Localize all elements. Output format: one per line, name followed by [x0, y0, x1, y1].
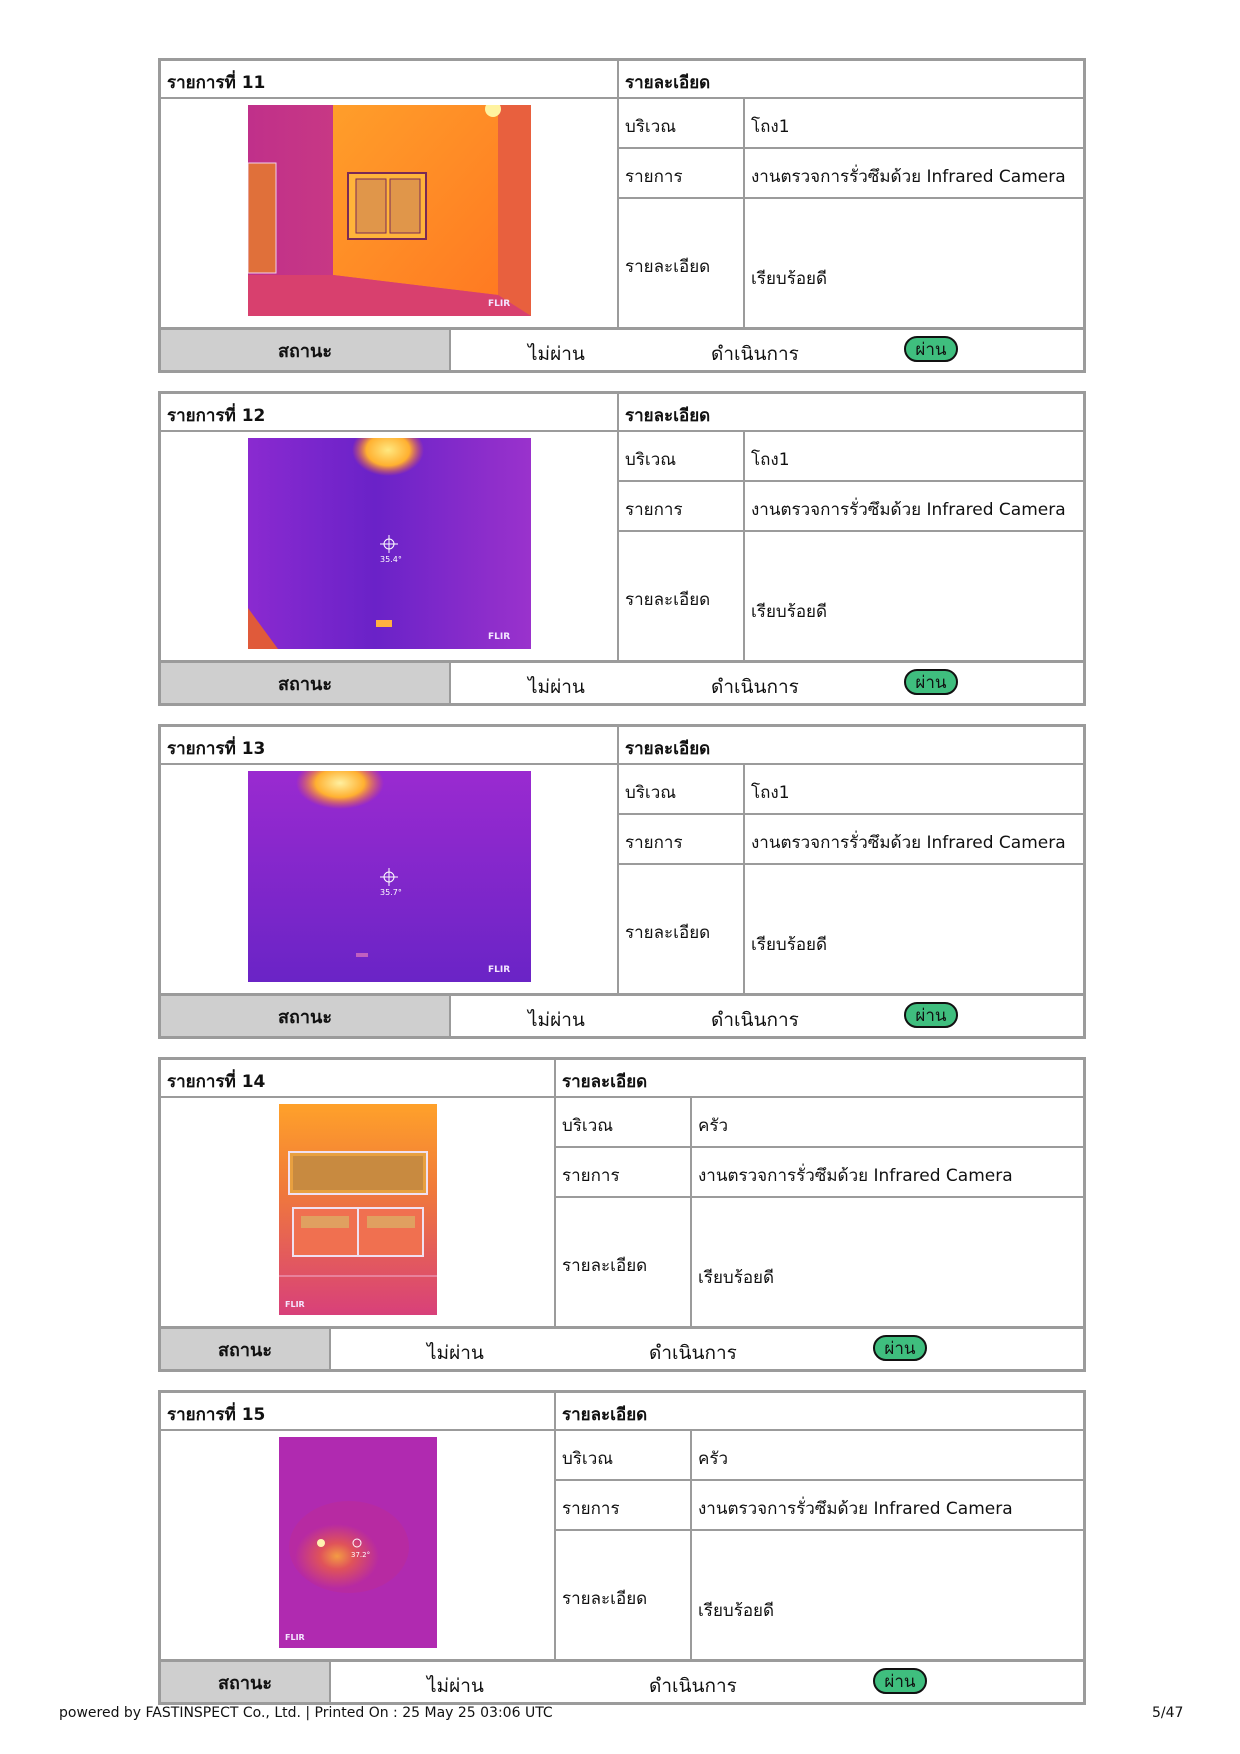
details-label: รายละเอียด: [619, 199, 745, 327]
svg-text:FLIR: FLIR: [487, 299, 510, 309]
svg-text:FLIR: FLIR: [487, 632, 510, 642]
task-label: รายการ: [619, 815, 745, 863]
detail-header: รายละเอียด: [625, 406, 711, 426]
status-option-pass-selected[interactable]: ผ่าน: [904, 1002, 958, 1028]
details-value: เรียบร้อยดี: [751, 935, 828, 955]
item-title: รายการที่ 15: [161, 1393, 556, 1429]
status-option-pass-selected[interactable]: ผ่าน: [873, 1668, 927, 1694]
details-value: เรียบร้อยดี: [698, 1601, 775, 1621]
svg-text:35.7°: 35.7°: [379, 888, 402, 897]
task-value: งานตรวจการรั่วซึมด้วย Infrared Camera: [698, 1499, 1013, 1519]
status-option-pass-selected[interactable]: ผ่าน: [873, 1335, 927, 1361]
inspection-item-13: [158, 724, 1086, 1039]
inspection-item-15: [158, 1390, 1086, 1705]
details-label: รายละเอียด: [556, 1531, 692, 1659]
status-option-in-progress[interactable]: ดำเนินการ: [711, 676, 799, 698]
area-value: ครัว: [698, 1116, 729, 1136]
task-label: รายการ: [619, 482, 745, 530]
svg-text:FLIR: FLIR: [284, 1300, 305, 1309]
details-label: รายละเอียด: [619, 865, 745, 993]
footer-credit: powered by FASTINSPECT Co., Ltd. | Printed On : 25 May 25 03:06 UTC: [59, 1705, 553, 1721]
area-label: บริเวณ: [556, 1098, 692, 1146]
item-title: รายการที่ 12: [161, 394, 619, 430]
item-title: รายการที่ 11: [161, 61, 619, 97]
svg-text:FLIR: FLIR: [284, 1633, 305, 1642]
status-option-in-progress[interactable]: ดำเนินการ: [711, 343, 799, 365]
detail-header: รายละเอียด: [562, 1072, 648, 1092]
status-option-in-progress[interactable]: ดำเนินการ: [649, 1675, 737, 1697]
area-label: บริเวณ: [619, 99, 745, 147]
area-value: ครัว: [698, 1449, 729, 1469]
svg-text:35.4°: 35.4°: [379, 555, 402, 564]
details-value: เรียบร้อยดี: [751, 269, 828, 289]
area-value: โถง1: [751, 117, 790, 137]
item-title: รายการที่ 14: [161, 1060, 556, 1096]
details-label: รายละเอียด: [619, 532, 745, 660]
thermal-image[interactable]: [248, 105, 531, 316]
area-label: บริเวณ: [619, 765, 745, 813]
page-number: 5/47: [1152, 1705, 1184, 1721]
status-option-fail[interactable]: ไม่ผ่าน: [528, 676, 585, 698]
status-option-pass-selected[interactable]: ผ่าน: [904, 336, 958, 362]
inspection-item-14: [158, 1057, 1086, 1372]
details-value: เรียบร้อยดี: [751, 602, 828, 622]
area-value: โถง1: [751, 450, 790, 470]
status-option-in-progress[interactable]: ดำเนินการ: [711, 1009, 799, 1031]
status-label: สถานะ: [161, 996, 451, 1036]
status-option-pass-selected[interactable]: ผ่าน: [904, 669, 958, 695]
status-option-fail[interactable]: ไม่ผ่าน: [427, 1675, 484, 1697]
status-option-fail[interactable]: ไม่ผ่าน: [528, 1009, 585, 1031]
status-option-fail[interactable]: ไม่ผ่าน: [528, 343, 585, 365]
thermal-image[interactable]: [248, 438, 531, 649]
detail-header: รายละเอียด: [625, 73, 711, 93]
status-label: สถานะ: [161, 1662, 331, 1702]
area-value: โถง1: [751, 783, 790, 803]
status-label: สถานะ: [161, 330, 451, 370]
task-label: รายการ: [619, 149, 745, 197]
svg-text:FLIR: FLIR: [487, 965, 510, 975]
detail-header: รายละเอียด: [625, 739, 711, 759]
details-label: รายละเอียด: [556, 1198, 692, 1326]
inspection-item-12: [158, 391, 1086, 706]
status-option-fail[interactable]: ไม่ผ่าน: [427, 1342, 484, 1364]
thermal-image[interactable]: [248, 771, 531, 982]
item-title: รายการที่ 13: [161, 727, 619, 763]
area-label: บริเวณ: [556, 1431, 692, 1479]
task-label: รายการ: [556, 1148, 692, 1196]
detail-header: รายละเอียด: [562, 1405, 648, 1425]
area-label: บริเวณ: [619, 432, 745, 480]
task-value: งานตรวจการรั่วซึมด้วย Infrared Camera: [751, 500, 1066, 520]
details-value: เรียบร้อยดี: [698, 1268, 775, 1288]
task-value: งานตรวจการรั่วซึมด้วย Infrared Camera: [751, 833, 1066, 853]
task-label: รายการ: [556, 1481, 692, 1529]
inspection-item-11: [158, 58, 1086, 373]
status-option-in-progress[interactable]: ดำเนินการ: [649, 1342, 737, 1364]
status-label: สถานะ: [161, 663, 451, 703]
thermal-image[interactable]: [279, 1437, 437, 1648]
thermal-image[interactable]: [279, 1104, 437, 1315]
status-label: สถานะ: [161, 1329, 331, 1369]
task-value: งานตรวจการรั่วซึมด้วย Infrared Camera: [698, 1166, 1013, 1186]
svg-text:37.2°: 37.2°: [350, 1551, 370, 1559]
task-value: งานตรวจการรั่วซึมด้วย Infrared Camera: [751, 167, 1066, 187]
